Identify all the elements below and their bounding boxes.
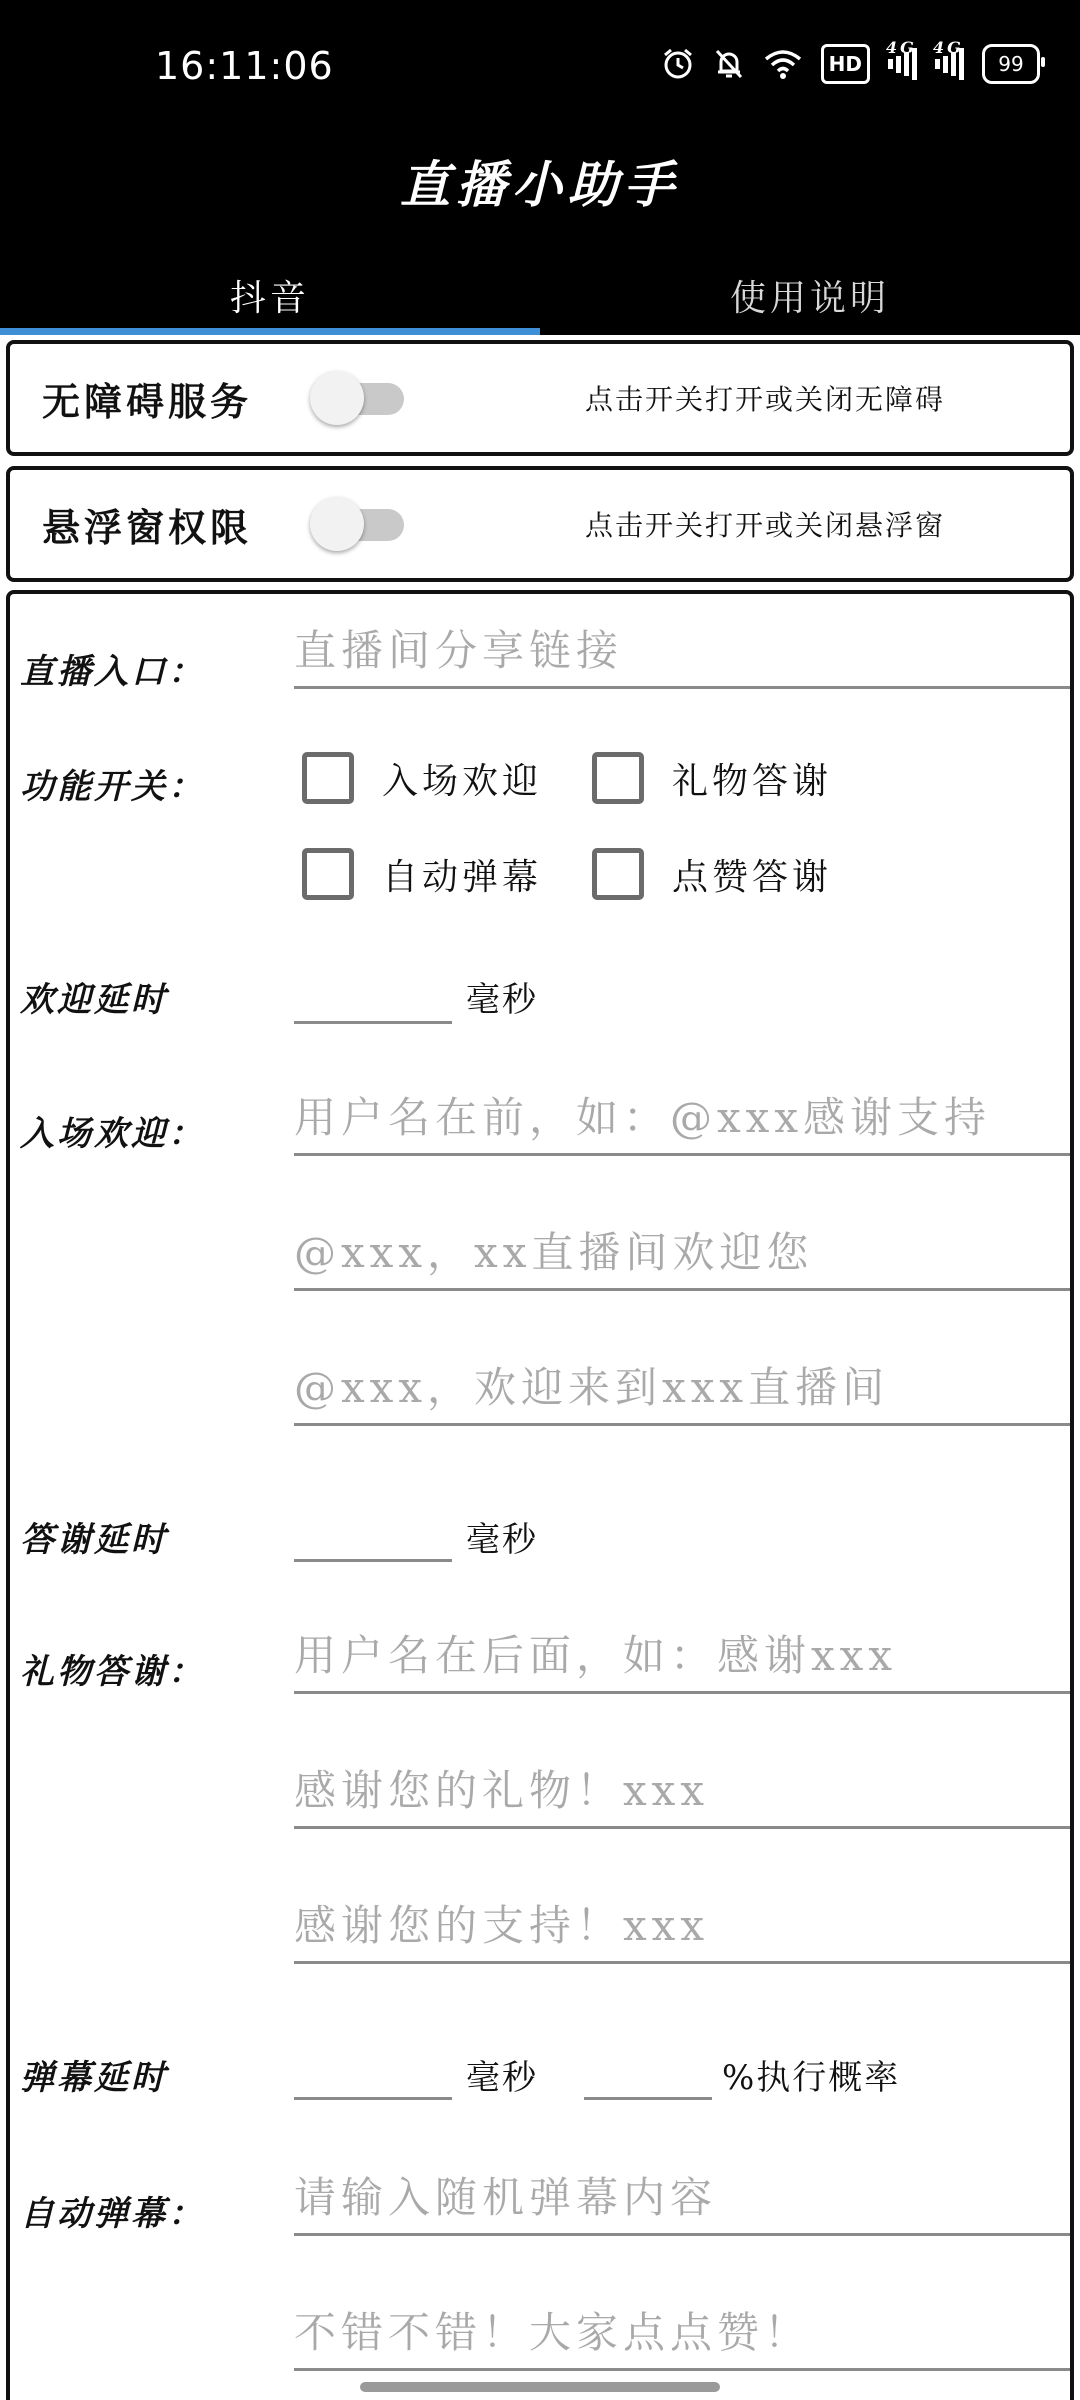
entry-placeholder: 直播间分享链接 <box>294 625 624 675</box>
checkbox-entry-welcome[interactable] <box>302 752 542 804</box>
checkbox-box <box>302 752 354 804</box>
welcome-label: 入场欢迎： <box>20 1114 205 1154</box>
welcome-placeholder: @xxx，xx直播间欢迎您 <box>294 1227 814 1277</box>
accessibility-hint: 点击开关打开或关闭无障碍 <box>585 383 946 416</box>
danmu-input-1[interactable] <box>294 2156 1070 2236</box>
welcome-delay-input[interactable] <box>294 944 452 1024</box>
gift-placeholder: 用户名在后面，如：感谢xxx <box>294 1630 898 1680</box>
gift-input-2[interactable] <box>294 1749 1070 1829</box>
checkbox-box <box>592 752 644 804</box>
gift-placeholder: 感谢您的礼物！xxx <box>294 1765 710 1815</box>
overlay-switch[interactable] <box>310 497 408 551</box>
top-bar <box>0 0 1080 335</box>
gift-input-3[interactable] <box>294 1884 1070 1964</box>
probability-input[interactable] <box>584 2020 712 2100</box>
switch-thumb <box>310 371 364 425</box>
entry-label: 直播入口： <box>20 652 205 692</box>
checkbox-auto-danmu[interactable] <box>302 848 542 900</box>
accessibility-switch[interactable] <box>310 371 408 425</box>
danmu-delay-label: 弹幕延时 <box>20 2058 168 2098</box>
welcome-placeholder: @xxx，欢迎来到xxx直播间 <box>294 1362 890 1412</box>
app-title: 直播小助手 <box>400 155 680 214</box>
danmu-placeholder: 不错不错！大家点点赞！ <box>294 2307 812 2357</box>
gift-placeholder: 感谢您的支持！xxx <box>294 1900 710 1950</box>
thanks-delay-input[interactable] <box>294 1482 452 1562</box>
overlay-label: 悬浮窗权限 <box>42 504 253 550</box>
signal-4g-icon <box>933 38 964 84</box>
checkbox-like-thanks[interactable] <box>592 848 832 900</box>
checkbox-label: 自动弹幕 <box>382 856 543 898</box>
thanks-delay-unit: 毫秒 <box>466 1520 538 1560</box>
hd-icon: HD <box>821 44 870 84</box>
gift-input-1[interactable] <box>294 1614 1070 1694</box>
status-time: 16:11:06 <box>155 44 334 88</box>
welcome-input-3[interactable] <box>294 1346 1070 1426</box>
signal-label: 4G <box>933 38 964 57</box>
checkbox-label: 入场欢迎 <box>382 760 543 802</box>
overlay-hint: 点击开关打开或关闭悬浮窗 <box>585 509 946 542</box>
checkbox-box <box>302 848 354 900</box>
danmu-input-2[interactable] <box>294 2291 1070 2371</box>
switches-label: 功能开关： <box>20 767 205 807</box>
probability-unit: %执行概率 <box>722 2058 901 2098</box>
accessibility-card <box>6 340 1074 456</box>
tab-douyin[interactable]: 抖音 <box>229 277 310 319</box>
danmu-delay-unit: 毫秒 <box>466 2058 538 2098</box>
alarm-icon <box>661 44 695 84</box>
wifi-icon <box>763 44 803 84</box>
welcome-delay-label: 欢迎延时 <box>20 980 168 1020</box>
checkbox-label: 点赞答谢 <box>672 856 833 898</box>
danmu-delay-input[interactable] <box>294 2020 452 2100</box>
welcome-input-1[interactable] <box>294 1076 1070 1156</box>
signal-label: 4G <box>886 38 917 57</box>
entry-input[interactable] <box>294 609 1070 689</box>
accessibility-label: 无障碍服务 <box>42 378 253 424</box>
signal-4g-icon <box>886 38 917 84</box>
danmu-placeholder: 请输入随机弹幕内容 <box>294 2172 718 2222</box>
home-indicator[interactable] <box>360 2382 720 2392</box>
switch-thumb <box>310 497 364 551</box>
thanks-delay-label: 答谢延时 <box>20 1520 168 1560</box>
auto-danmu-label: 自动弹幕： <box>20 2194 205 2234</box>
tab-instructions[interactable]: 使用说明 <box>729 277 890 319</box>
gift-label: 礼物答谢： <box>20 1652 205 1692</box>
status-icons <box>661 38 1040 84</box>
welcome-input-2[interactable] <box>294 1211 1070 1291</box>
checkbox-label: 礼物答谢 <box>672 760 833 802</box>
tab-indicator <box>0 328 540 335</box>
checkbox-box <box>592 848 644 900</box>
checkbox-gift-thanks[interactable] <box>592 752 832 804</box>
welcome-placeholder: 用户名在前，如：@xxx感谢支持 <box>294 1092 992 1142</box>
mute-bell-icon <box>713 44 745 84</box>
tab-bar <box>0 255 1080 335</box>
battery-icon: 99 <box>982 44 1040 84</box>
welcome-delay-unit: 毫秒 <box>466 980 538 1020</box>
settings-form <box>6 590 1074 2400</box>
overlay-card <box>6 466 1074 582</box>
